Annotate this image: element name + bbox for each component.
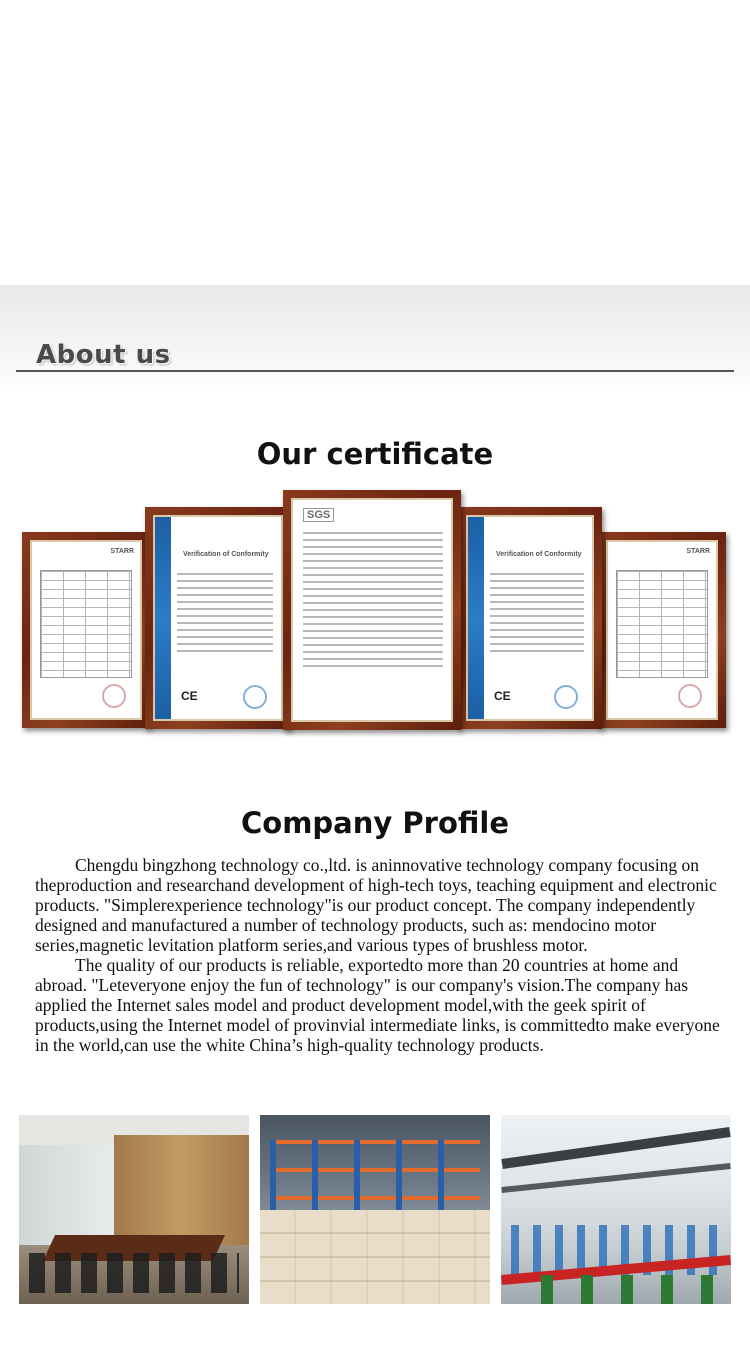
seal-icon <box>243 685 267 709</box>
certificate-document <box>30 540 142 720</box>
seal-icon <box>554 685 578 709</box>
about-divider <box>16 370 734 372</box>
meeting-room-photo <box>19 1115 249 1304</box>
certificate-text-lines <box>177 573 273 657</box>
cardboard-boxes <box>260 1210 490 1304</box>
glass-wall <box>19 1145 114 1245</box>
factory-line-photo <box>501 1115 731 1304</box>
potted-plants <box>541 1275 721 1304</box>
ce-mark: CE <box>181 689 198 703</box>
verification-strip <box>155 517 171 719</box>
certificate-issuer: STARR <box>686 548 710 555</box>
certificate-document <box>153 515 283 721</box>
wood-wall <box>114 1135 249 1245</box>
certificate-heading: Our certificate <box>256 437 494 471</box>
stamp-icon <box>678 684 702 708</box>
certificate-frame-2 <box>145 507 291 729</box>
stamp-icon <box>102 684 126 708</box>
profile-paragraph-1: Chengdu bingzhong technology co.,ltd. is aninnovative technology company focusing on theproduction and researchand development of high-tech toys, teaching equipment and electronic products. "Simplerexperience technology"is our product concept. The company independently designed and manufactured a number of technology products, such as: mendocino motor series,magnetic levitation platform series,and various types of brushless motor. <box>35 855 717 955</box>
certificate-document <box>291 498 453 722</box>
certificate-document <box>466 515 594 721</box>
certificate-text-lines <box>303 532 443 672</box>
certificate-frame-3 <box>283 490 461 730</box>
certificate-table <box>616 570 708 678</box>
company-profile-text <box>35 855 720 1055</box>
warehouse-photo <box>260 1115 490 1304</box>
certificate-frame-4 <box>458 507 602 729</box>
sgs-logo: SGS <box>303 508 334 522</box>
certificate-title: Verification of Conformity <box>183 551 269 558</box>
certificate-title: Verification of Conformity <box>496 551 582 558</box>
certificate-issuer: STARR <box>110 548 134 555</box>
company-profile-heading: Company Profile <box>241 806 509 840</box>
certificate-frame-1 <box>22 532 150 728</box>
certificate-text-lines <box>490 573 584 657</box>
certificate-document <box>606 540 718 720</box>
ceiling-duct <box>501 1127 730 1169</box>
certificate-table <box>40 570 132 678</box>
verification-strip <box>468 517 484 719</box>
profile-paragraph-2: The quality of our products is reliable, exportedto more than 20 countries at home and abroad. "Leteveryone enjoy the fun of technology" is our company's vision.The company has applied the Internet sales model and product development model,with the geek spirit of products,using the Internet model of provinvial intermediate links, is committedto make everyone in the world,can use the white China’s high-quality technology products. <box>35 955 720 1055</box>
top-blank-area <box>0 0 750 285</box>
ceiling-duct <box>501 1163 730 1193</box>
ce-mark: CE <box>494 689 511 703</box>
chairs <box>29 1253 239 1293</box>
about-us-heading: About us <box>36 340 171 370</box>
certificate-frame-5 <box>598 532 726 728</box>
